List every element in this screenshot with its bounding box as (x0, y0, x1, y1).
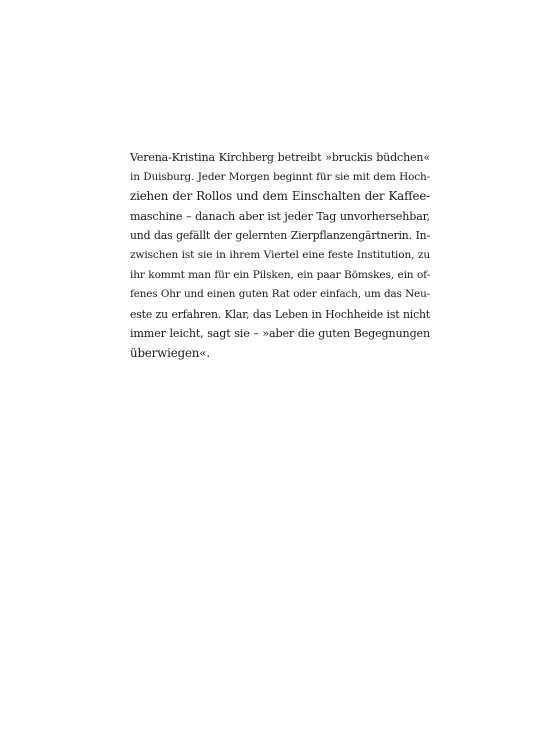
text-line: Verena-Kristina Kirchberg betreibt »bruckis büdchen« (130, 151, 430, 164)
body-paragraph (130, 148, 430, 364)
text-line: in Duisburg. Jeder Morgen beginnt für sie mit dem Hoch- (130, 170, 430, 183)
text-line: immer leicht, sagt sie – »aber die guten Begegnungen (130, 327, 430, 341)
text-line: fenes Ohr und einen guten Rat oder einfach, um das Neu- (130, 288, 430, 301)
text-line: zwischen ist sie in ihrem Viertel eine feste Institution, zu (130, 248, 430, 261)
text-line: este zu erfahren. Klar, das Leben in Hochheide ist nicht (130, 307, 430, 321)
text-line: überwiegen«. (130, 345, 210, 360)
text-line: maschine – danach aber ist jeder Tag unvorhersehbar, (130, 209, 430, 223)
text-line: ihr kommt man für ein Pilsken, ein paar Bömskes, ein of- (130, 268, 430, 281)
text-line: und das gefällt der gelernten Zierpflanzengärtnerin. In- (130, 229, 430, 243)
text-line: ziehen der Rollos und dem Einschalten der Kaffee- (130, 189, 430, 204)
